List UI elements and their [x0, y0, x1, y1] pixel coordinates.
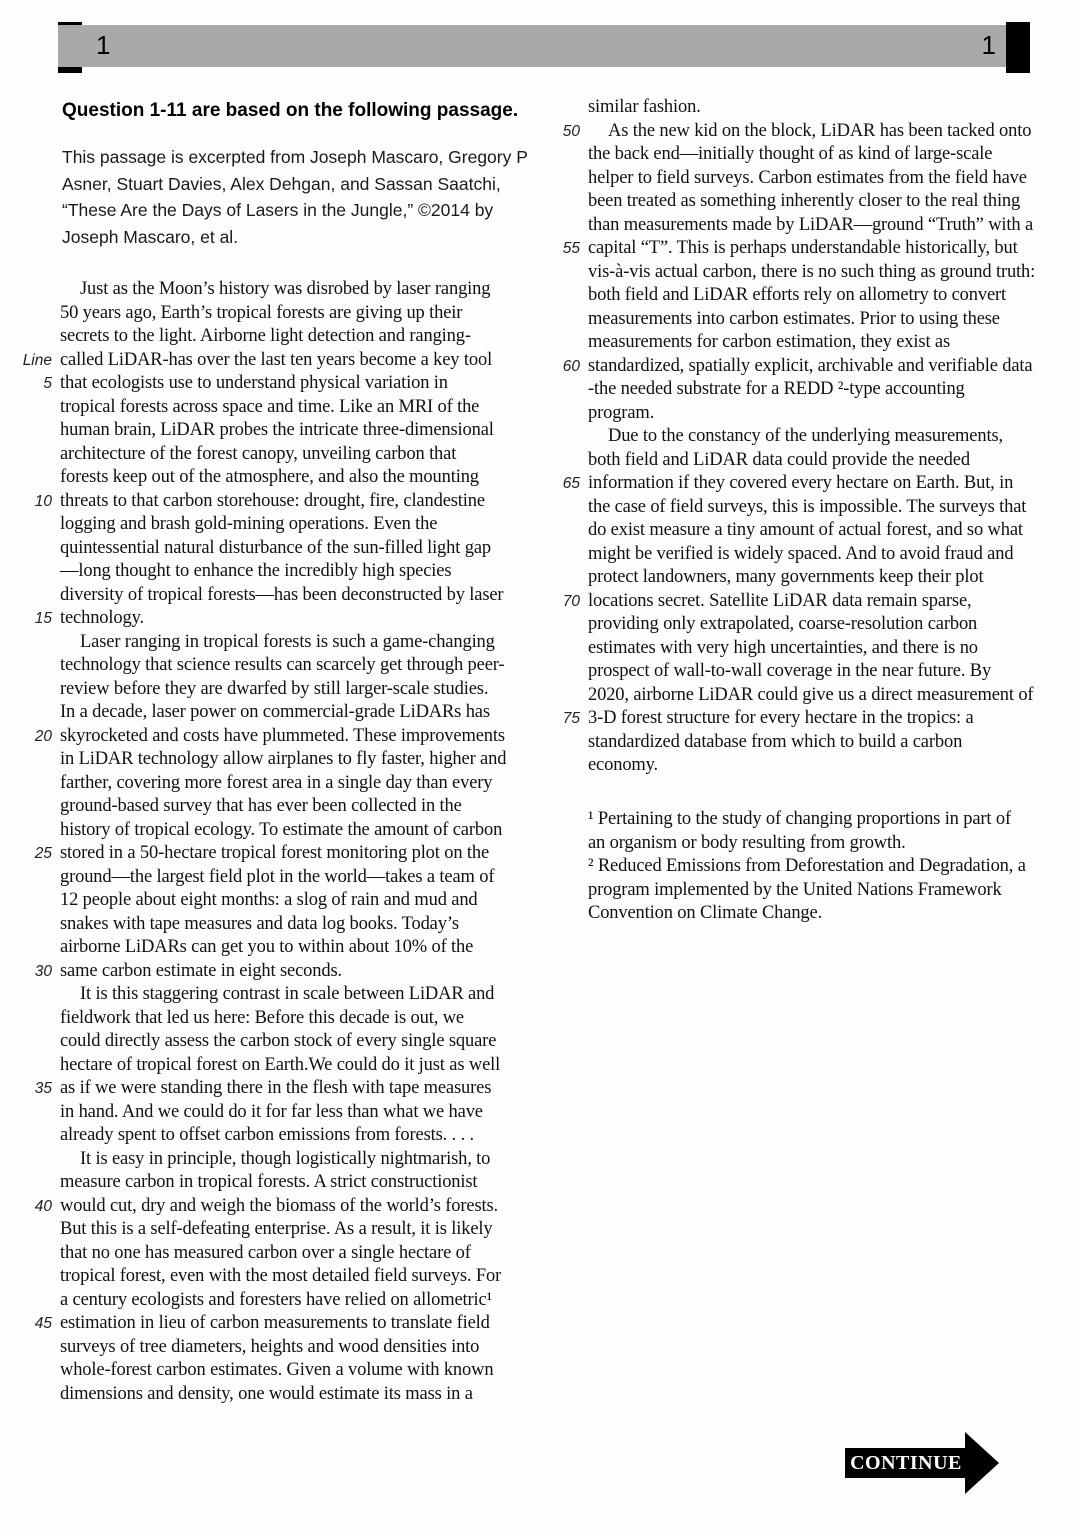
line-text: helper to field surveys. Carbon estimates from the field have [588, 167, 1027, 188]
line-number: 45 [34, 1315, 52, 1332]
line-text: logging and brash gold-mining operations. Even the [60, 514, 438, 534]
line-number [528, 402, 588, 426]
line-text: whole-forest carbon estimates. Given a volume with known [60, 1360, 494, 1380]
line-number [528, 566, 588, 590]
line-number [0, 631, 60, 655]
line-number [0, 1289, 60, 1313]
line-text: forests keep out of the atmosphere, and also the mounting [60, 467, 479, 487]
line-text: measure carbon in tropical forests. A strict constructionist [60, 1172, 478, 1192]
passage-line [528, 684, 1080, 708]
line-text: than measurements made by LiDAR—ground “Truth” with a [588, 214, 1034, 235]
section-header [58, 22, 1030, 73]
passage-line [0, 1383, 550, 1407]
line-number [528, 167, 588, 191]
passage-line [528, 237, 1080, 261]
line-text: —long thought to enhance the incredibly high species [60, 561, 452, 581]
passage-line [0, 560, 550, 584]
line-text: 50 years ago, Earth’s tropical forests are giving up their [60, 302, 463, 323]
line-number: 15 [34, 610, 52, 627]
line-text: It is easy in principle, though logistically nightmarish, to [80, 1148, 491, 1169]
passage-line [528, 284, 1080, 308]
line-number [0, 1242, 60, 1266]
passage-line [528, 308, 1080, 332]
passage-line [0, 1195, 550, 1219]
footnote-text: Convention on Climate Change. [588, 903, 823, 923]
line-text: tropical forest, even with the most detailed field surveys. For [60, 1266, 502, 1286]
line-number [528, 449, 588, 473]
line-number [0, 795, 60, 819]
passage-line [0, 631, 550, 655]
passage-line [0, 607, 550, 631]
line-text: diversity of tropical forests—has been deconstructed by laser [60, 584, 504, 605]
line-text: secrets to the light. Airborne light detection and ranging- [60, 326, 471, 346]
line-number [528, 613, 588, 637]
line-number [528, 214, 588, 238]
footnote-line [528, 832, 1080, 856]
footnote-text: program implemented by the United Nations Framework [588, 879, 1002, 900]
passage-line [528, 214, 1080, 238]
line-number [528, 308, 588, 332]
line-number: 60 [562, 357, 580, 375]
passage-line [0, 1312, 550, 1336]
line-number [0, 701, 60, 725]
passage-line [0, 396, 550, 420]
line-number [0, 537, 60, 561]
line-text: technology that science results can scarcely get through peer- [60, 655, 505, 675]
passage-line [0, 1148, 550, 1172]
passage-line [0, 701, 550, 725]
line-number [0, 748, 60, 772]
line-text: information if they covered every hectare on Earth. But, in [588, 473, 1014, 493]
line-text: But this is a self-defeating enterprise. As a result, it is likely [60, 1219, 493, 1239]
line-text: architecture of the forest canopy, unveiling carbon that [60, 443, 457, 464]
line-text: program. [588, 402, 655, 423]
line-text: been treated as something inherently closer to the real thing [588, 191, 1021, 211]
line-text: estimation in lieu of carbon measurements to translate field [60, 1313, 490, 1333]
line-number [528, 808, 588, 832]
line-number [0, 1007, 60, 1031]
footnote-text: ² Reduced Emissions from Deforestation and Degradation, a [588, 856, 1026, 876]
line-text: as if we were standing there in the flesh with tape measures [60, 1078, 492, 1098]
passage-line [528, 660, 1080, 684]
line-number [528, 261, 588, 285]
line-number [0, 513, 60, 537]
line-number [0, 560, 60, 584]
passage-line [528, 496, 1080, 520]
passage-line [0, 1359, 550, 1383]
line-number [0, 1265, 60, 1289]
passage-line [0, 490, 550, 514]
passage-line [0, 1171, 550, 1195]
passage-column-right-lines [528, 96, 1080, 778]
passage-line [0, 1124, 550, 1148]
line-number: 35 [34, 1080, 52, 1097]
line-text: prospect of wall-to-wall coverage in the near future. By [588, 661, 992, 681]
line-text: both field and LiDAR efforts rely on allometry to convert [588, 285, 1007, 305]
line-text: locations secret. Satellite LiDAR data remain sparse, [588, 590, 972, 611]
continue-bar [845, 1448, 967, 1478]
passage-line [0, 960, 550, 984]
passage-line [528, 519, 1080, 543]
line-number [528, 902, 588, 926]
line-number [528, 684, 588, 708]
line-number [528, 331, 588, 355]
line-number: 10 [34, 492, 52, 510]
line-text: might be verified is widely spaced. And to avoid fraud and [588, 543, 1014, 564]
line-text: standardized, spatially explicit, archivable and verifiable data [588, 355, 1033, 376]
line-text: do exist measure a tiny amount of actual forest, and so what [588, 520, 1023, 540]
passage-line [0, 819, 550, 843]
line-number: 50 [562, 122, 580, 140]
line-text: stored in a 50-hectare tropical forest monitoring plot on the [60, 843, 490, 863]
line-text: In a decade, laser power on commercial-grade LiDARs has [60, 702, 490, 722]
line-number: 55 [562, 240, 580, 257]
line-number [528, 731, 588, 755]
passage-line [0, 349, 550, 373]
line-text: threats to that carbon storehouse: drought, fire, clandestine [60, 490, 485, 511]
line-text: that no one has measured carbon over a single hectare of [60, 1242, 471, 1263]
passage-line [0, 1265, 550, 1289]
line-number [0, 866, 60, 890]
passage-line [528, 731, 1080, 755]
line-number [0, 913, 60, 937]
line-number: Line [22, 351, 52, 369]
header-bar [58, 25, 1030, 67]
passage-line [0, 936, 550, 960]
passage-line [528, 707, 1080, 731]
footnote-text: ¹ Pertaining to the study of changing proportions in part of [588, 809, 1012, 829]
line-text: already spent to offset carbon emissions from forests. . . . [60, 1125, 475, 1145]
passage-line [528, 355, 1080, 379]
line-text: 2020, airborne LiDAR could give us a direct measurement of [588, 684, 1034, 705]
header-right-cap [1006, 22, 1030, 73]
passage-line [528, 613, 1080, 637]
line-text: could directly assess the carbon stock of every single square [60, 1031, 497, 1051]
line-number [0, 302, 60, 326]
line-text: dimensions and density, one would estimate its mass in a [60, 1383, 473, 1404]
passage-line [0, 1289, 550, 1313]
passage-line [0, 443, 550, 467]
line-number [0, 1171, 60, 1195]
passage-line [0, 748, 550, 772]
line-number [0, 1383, 60, 1407]
passage-line [528, 378, 1080, 402]
line-text: same carbon estimate in eight seconds. [60, 960, 342, 981]
line-number [0, 325, 60, 349]
passage-line [528, 449, 1080, 473]
line-number [528, 143, 588, 167]
line-number [0, 419, 60, 443]
line-text: vis-à-vis actual carbon, there is no such thing as ground truth: [588, 261, 1036, 282]
passage-line [0, 537, 550, 561]
line-number [0, 1359, 60, 1383]
line-number: 75 [562, 710, 580, 727]
line-number: 5 [43, 375, 52, 392]
line-text: It is this staggering contrast in scale between LiDAR and [80, 984, 495, 1004]
footnote-line [528, 855, 1080, 879]
line-text: fieldwork that led us here: Before this decade is out, we [60, 1007, 464, 1028]
passage-line [0, 466, 550, 490]
passage-directions: Question 1-11 are based on the following passage. [62, 100, 519, 121]
passage-line [0, 1007, 550, 1031]
line-number [528, 96, 588, 120]
line-text: estimates with very high uncertainties, and there is no [588, 637, 978, 658]
line-text: protect landowners, many governments keep their plot [588, 567, 984, 587]
passage-footnotes [528, 808, 1080, 926]
line-text: ground-based survey that has ever been collected in the [60, 796, 462, 816]
passage-line [528, 120, 1080, 144]
line-number: 25 [34, 845, 52, 862]
line-text: the back end—initially thought of as kind of large-scale [588, 144, 993, 164]
passage-line [0, 302, 550, 326]
line-text: a century ecologists and foresters have relied on allometric¹ [60, 1289, 493, 1310]
line-number [528, 519, 588, 543]
passage-attribution [62, 144, 528, 250]
passage-line [0, 1077, 550, 1101]
line-number [0, 278, 60, 302]
line-number: 70 [562, 592, 580, 610]
passage-line [0, 1030, 550, 1054]
line-text: capital “T”. This is perhaps understandable historically, but [588, 238, 1018, 258]
line-number [528, 660, 588, 684]
passage-line [0, 1242, 550, 1266]
line-text: Laser ranging in tropical forests is such a game-changing [80, 631, 495, 652]
line-number [0, 1054, 60, 1078]
passage-line [528, 261, 1080, 285]
line-text: As the new kid on the block, LiDAR has been tacked onto [608, 120, 1032, 141]
passage-line [528, 754, 1080, 778]
continue-arrow-icon [965, 1432, 999, 1494]
line-text: measurements for carbon estimation, they exist as [588, 332, 951, 352]
line-number [528, 284, 588, 308]
footnote-line [528, 879, 1080, 903]
passage-line [0, 1054, 550, 1078]
passage-line [0, 866, 550, 890]
line-number [0, 819, 60, 843]
line-number [0, 1124, 60, 1148]
passage-line [528, 472, 1080, 496]
passage-line [528, 143, 1080, 167]
line-text: in hand. And we could do it for far less than what we have [60, 1101, 483, 1122]
line-text: airborne LiDARs can get you to within about 10% of the [60, 937, 474, 957]
passage-line [0, 772, 550, 796]
passage-line [0, 654, 550, 678]
line-text: measurements into carbon estimates. Prior to using these [588, 308, 1000, 329]
passage-line [528, 590, 1080, 614]
line-text: ground—the largest field plot in the world—takes a team of [60, 866, 495, 887]
line-text: standardized database from which to build a carbon [588, 731, 963, 752]
passage-line [0, 278, 550, 302]
line-text: 12 people about eight months: a slog of rain and mud and [60, 890, 478, 910]
passage-line [0, 584, 550, 608]
line-text: 3-D forest structure for every hectare in the tropics: a [588, 708, 974, 728]
line-text: in LiDAR technology allow airplanes to fly faster, higher and [60, 749, 507, 769]
line-number [528, 543, 588, 567]
footnote-line [528, 902, 1080, 926]
passage-line [0, 419, 550, 443]
line-text: that ecologists use to understand physical variation in [60, 373, 448, 393]
line-number [0, 1101, 60, 1125]
line-number: 65 [562, 475, 580, 492]
attribution-line: “These Are the Days of Lasers in the Jungle,” ©2014 by [62, 200, 494, 220]
line-number [0, 1030, 60, 1054]
passage-line [0, 725, 550, 749]
line-text: surveys of tree diameters, heights and wood densities into [60, 1336, 480, 1357]
line-text: similar fashion. [588, 97, 701, 117]
line-number [528, 378, 588, 402]
passage-line [0, 1336, 550, 1360]
passage-line [528, 402, 1080, 426]
passage-line [528, 566, 1080, 590]
line-number [528, 879, 588, 903]
line-text: economy. [588, 755, 659, 775]
line-number [0, 443, 60, 467]
passage-line [0, 372, 550, 396]
continue-button[interactable] [845, 1432, 1010, 1494]
passage-line [0, 889, 550, 913]
passage-line [528, 190, 1080, 214]
passage-column-left [0, 278, 550, 1406]
line-number [528, 637, 588, 661]
passage-line [0, 795, 550, 819]
line-text: human brain, LiDAR probes the intricate three-dimensional [60, 420, 494, 440]
attribution-line: Asner, Stuart Davies, Alex Dehgan, and Sassan Saatchi, [62, 173, 501, 194]
line-number: 20 [34, 727, 52, 745]
passage-line [528, 331, 1080, 355]
passage-line [0, 1218, 550, 1242]
line-number [0, 654, 60, 678]
passage-line [0, 983, 550, 1007]
footnote-line [528, 808, 1080, 832]
line-number [0, 1336, 60, 1360]
passage-line [528, 167, 1080, 191]
line-text: snakes with tape measures and data log books. Today’s [60, 913, 459, 934]
passage-line [528, 96, 1080, 120]
line-text: Just as the Moon’s history was disrobed by laser ranging [80, 279, 491, 299]
line-number: 40 [34, 1197, 52, 1215]
line-text: called LiDAR-has over the last ten years become a key tool [60, 349, 493, 370]
attribution-line: This passage is excerpted from Joseph Mascaro, Gregory P [62, 147, 528, 167]
line-text: skyrocketed and costs have plummeted. These improvements [60, 725, 505, 746]
line-number [528, 832, 588, 856]
line-text: tropical forests across space and time. Like an MRI of the [60, 396, 480, 417]
line-number [528, 496, 588, 520]
line-text: quintessential natural disturbance of the sun-filled light gap [60, 537, 491, 558]
passage-line [528, 425, 1080, 449]
passage-line [0, 513, 550, 537]
line-text: -the needed substrate for a REDD ²-type accounting [588, 379, 965, 399]
line-number [0, 1218, 60, 1242]
line-text: providing only extrapolated, coarse-resolution carbon [588, 614, 978, 634]
passage-line [528, 637, 1080, 661]
line-number [528, 855, 588, 879]
section-number-left: 1 [96, 30, 111, 60]
line-number [0, 1148, 60, 1172]
line-text: farther, covering more forest area in a single day than every [60, 772, 493, 793]
passage-line [0, 842, 550, 866]
footnote-text: an organism or body resulting from growth. [588, 832, 906, 853]
passage-line [0, 1101, 550, 1125]
line-text: review before they are dwarfed by still larger-scale studies. [60, 678, 489, 699]
line-number [0, 466, 60, 490]
line-number [528, 754, 588, 778]
line-text: both field and LiDAR data could provide the needed [588, 449, 970, 470]
line-number [0, 584, 60, 608]
line-number [528, 190, 588, 214]
line-number [0, 889, 60, 913]
line-number [0, 396, 60, 420]
passage-line [0, 678, 550, 702]
passage-line [528, 543, 1080, 567]
section-number-right: 1 [981, 30, 996, 60]
passage-line [0, 325, 550, 349]
line-text: hectare of tropical forest on Earth.We could do it just as well [60, 1054, 501, 1075]
line-number [0, 772, 60, 796]
line-number [0, 936, 60, 960]
attribution-line: Joseph Mascaro, et al. [62, 226, 239, 247]
line-text: would cut, dry and weigh the biomass of the world’s forests. [60, 1195, 499, 1216]
continue-label: CONTINUE [850, 1451, 962, 1474]
line-number [0, 983, 60, 1007]
line-text: Due to the constancy of the underlying measurements, [608, 426, 1003, 446]
line-text: technology. [60, 608, 144, 628]
line-text: history of tropical ecology. To estimate the amount of carbon [60, 819, 503, 840]
line-number [0, 678, 60, 702]
line-number [528, 425, 588, 449]
passage-line [0, 913, 550, 937]
line-number: 30 [34, 962, 52, 980]
line-text: the case of field surveys, this is impossible. The surveys that [588, 496, 1027, 517]
